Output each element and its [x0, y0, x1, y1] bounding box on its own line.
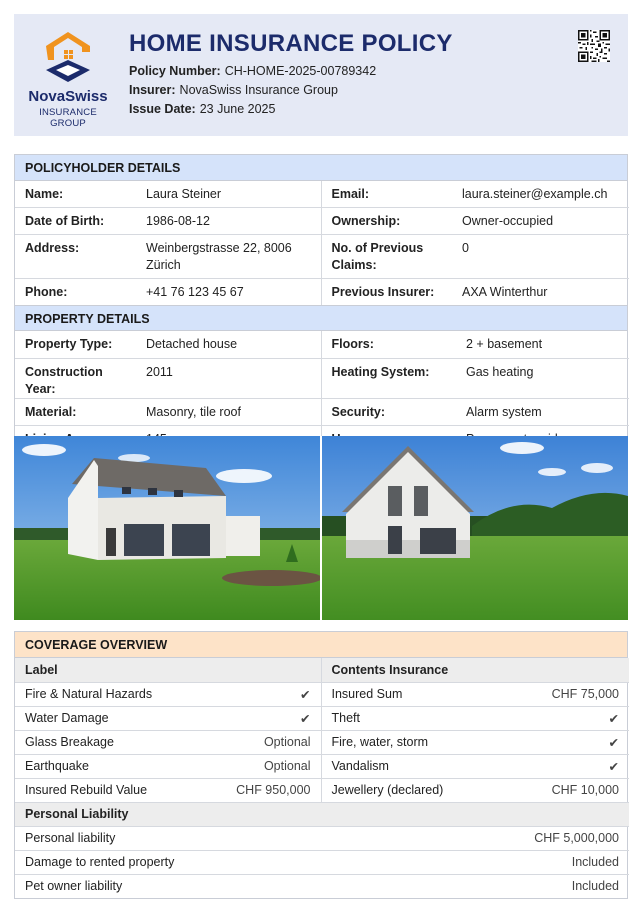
policy-meta	[129, 62, 376, 119]
check-icon: ✔	[491, 754, 629, 778]
table-row	[15, 874, 629, 898]
coverage-label: Insured Sum	[321, 682, 491, 706]
policy-number-label: Policy Number:	[129, 64, 221, 78]
coverage-section	[14, 631, 628, 899]
coverage-label: Water Damage	[15, 706, 185, 730]
field-label: Previous Insurer:	[331, 284, 435, 299]
coverage-table	[15, 658, 629, 898]
table-row	[15, 730, 629, 754]
coverage-label: Fire & Natural Hazards	[15, 682, 185, 706]
table-row	[15, 826, 629, 850]
col-header-label: Label	[15, 658, 321, 682]
field-label: Floors:	[321, 331, 456, 358]
coverage-value: CHF 950,000	[185, 778, 321, 802]
field-label: Security:	[321, 398, 456, 425]
coverage-label: Glass Breakage	[15, 730, 185, 754]
liability-heading: Personal Liability	[15, 802, 629, 826]
liability-label: Personal liability	[15, 826, 321, 850]
field-label: Heating System:	[321, 358, 456, 398]
coverage-value: Optional	[185, 730, 321, 754]
coverage-label: Vandalism	[321, 754, 491, 778]
field-value: +41 76 123 45 67	[136, 278, 321, 305]
coverage-label: Insured Rebuild Value	[15, 778, 185, 802]
table-row	[15, 278, 629, 305]
house-photo-front	[14, 436, 320, 620]
field-label: Email:	[321, 181, 452, 207]
policyholder-heading: POLICYHOLDER DETAILS	[15, 155, 627, 181]
insurer-label: Insurer:	[129, 83, 176, 97]
table-row	[15, 754, 629, 778]
property-table	[15, 331, 629, 452]
table-header-row	[15, 658, 629, 682]
field-value: AXA Winterthur	[462, 284, 548, 299]
field-label: Material:	[15, 398, 136, 425]
qr-code-icon	[578, 30, 610, 62]
field-label: Property Type:	[15, 331, 136, 358]
table-row	[15, 234, 629, 278]
field-value: Gas heating	[456, 358, 629, 398]
field-label: Ownership:	[321, 207, 452, 234]
coverage-label: Jewellery (declared)	[321, 778, 491, 802]
coverage-value: CHF 10,000	[491, 778, 629, 802]
table-row	[15, 331, 629, 358]
issue-date: 23 June 2025	[199, 102, 276, 116]
field-label: Address:	[15, 234, 136, 278]
check-icon: ✔	[491, 730, 629, 754]
field-value: Owner-occupied	[452, 207, 629, 234]
field-value: Masonry, tile roof	[136, 398, 321, 425]
company-logo	[22, 30, 114, 129]
insurer-name: NovaSwiss Insurance Group	[179, 83, 338, 97]
liability-value: Included	[321, 850, 629, 874]
field-label: Construction Year:	[15, 358, 136, 398]
document-header	[14, 14, 628, 136]
liability-label: Damage to rented property	[15, 850, 321, 874]
logo-brand-name: NovaSwiss	[28, 88, 108, 105]
coverage-label: Theft	[321, 706, 491, 730]
table-row	[15, 850, 629, 874]
col-header-contents: Contents Insurance	[321, 658, 629, 682]
policyholder-section	[14, 154, 628, 453]
check-icon: ✔	[185, 682, 321, 706]
field-value: laura.steiner@example.ch	[452, 181, 629, 207]
house-logo-icon	[42, 30, 94, 84]
field-value: 2 + basement	[456, 331, 629, 358]
table-row	[15, 398, 629, 425]
liability-value: Included	[571, 879, 619, 894]
property-photos	[14, 436, 628, 620]
table-row	[15, 778, 629, 802]
field-value: Laura Steiner	[136, 181, 321, 207]
property-heading: PROPERTY DETAILS	[15, 305, 627, 331]
liability-label: Pet owner liability	[25, 879, 123, 894]
field-value: 0	[452, 234, 629, 278]
field-value: Detached house	[136, 331, 321, 358]
coverage-value: CHF 75,000	[491, 682, 629, 706]
issue-date-label: Issue Date:	[129, 102, 196, 116]
field-label: Name:	[15, 181, 136, 207]
table-row	[15, 682, 629, 706]
coverage-label: Fire, water, storm	[321, 730, 491, 754]
logo-brand-sub: INSURANCE GROUP	[39, 107, 97, 129]
field-value: Alarm system	[456, 398, 629, 425]
policy-number: CH-HOME-2025-00789342	[224, 64, 377, 78]
page-title: HOME INSURANCE POLICY	[129, 30, 453, 57]
check-icon: ✔	[185, 706, 321, 730]
policyholder-table	[15, 181, 629, 305]
table-row	[15, 706, 629, 730]
field-label: Date of Birth:	[15, 207, 136, 234]
coverage-heading: COVERAGE OVERVIEW	[15, 632, 627, 658]
table-row	[15, 181, 629, 207]
field-label: No. of Previous Claims:	[321, 234, 452, 278]
field-value: 2011	[136, 358, 321, 398]
coverage-value: Optional	[185, 754, 321, 778]
table-row	[15, 207, 629, 234]
field-value: 1986-08-12	[136, 207, 321, 234]
check-icon: ✔	[491, 706, 629, 730]
liability-value: CHF 5,000,000	[321, 826, 629, 850]
house-photo-side	[322, 436, 628, 620]
coverage-label: Earthquake	[15, 754, 185, 778]
field-value: Weinbergstrasse 22, 8006 Zürich	[136, 234, 321, 278]
field-label: Phone:	[25, 284, 68, 299]
liability-header-row	[15, 802, 629, 826]
table-row	[15, 358, 629, 398]
